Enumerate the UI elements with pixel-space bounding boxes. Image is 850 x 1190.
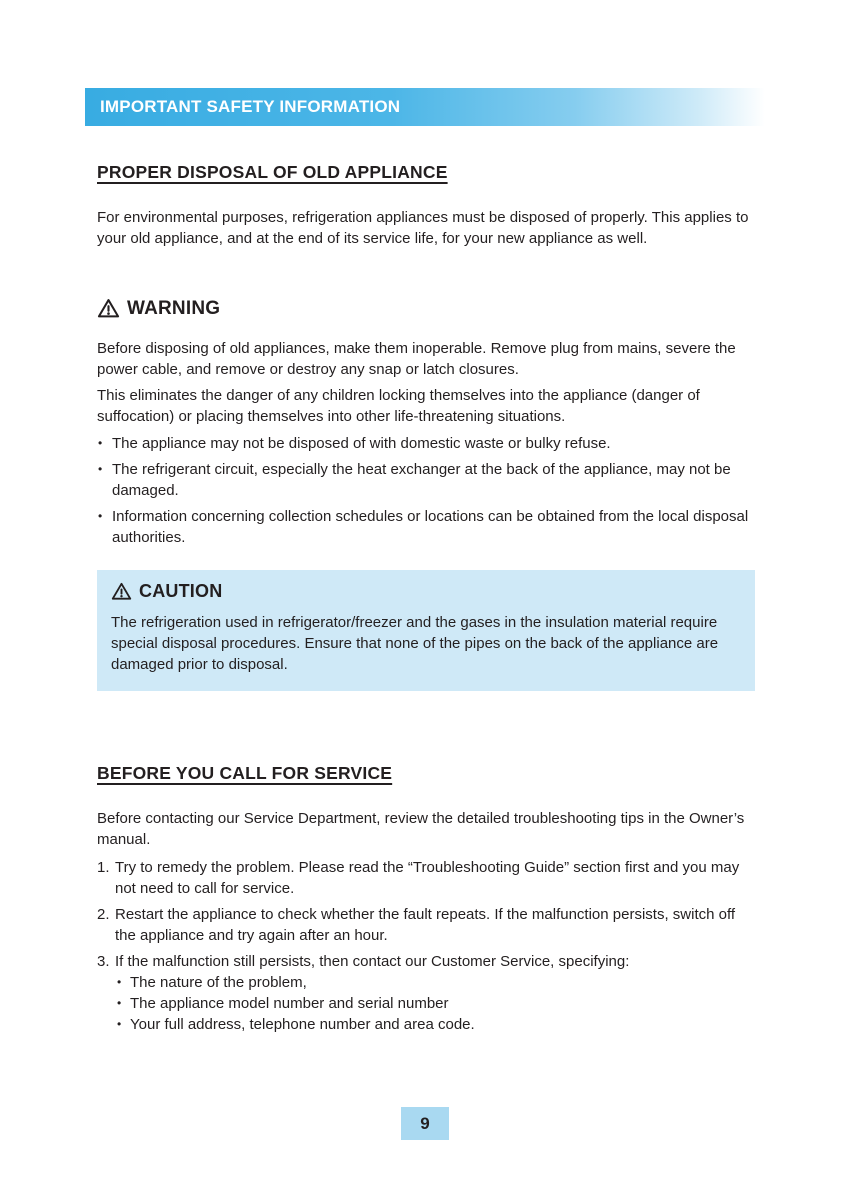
caution-text: The refrigeration used in refrigerator/freezer and the gases in the insulation material require special disposal procedures. Ensure that none of the pipes on the back of the appliance are damaged prior to disposal. (111, 614, 719, 673)
banner-title: IMPORTANT SAFETY INFORMATION (100, 97, 401, 116)
caution-box (97, 570, 755, 691)
caution-icon (111, 581, 132, 602)
step-number: 1. (97, 859, 110, 876)
bullet-item: • The appliance may not be disposed of with domestic waste or bulky refuse. (97, 433, 755, 454)
step-item (97, 857, 755, 899)
step-sub-bullet-list (115, 972, 755, 1035)
step-text: Restart the appliance to check whether the fault repeats. If the malfunction persists, switch off the appliance and try again after an hour. (115, 906, 736, 944)
sub-bullet-item: • The nature of the problem, (117, 972, 755, 993)
warning-label: WARNING (127, 297, 221, 319)
sub-bullet-item: • Your full address, telephone number and area code. (117, 1014, 755, 1035)
caution-label: CAUTION (139, 581, 223, 601)
step-number: 3. (97, 953, 110, 970)
section-banner (85, 88, 765, 126)
warning-paragraph: Before disposing of old appliances, make them inoperable. Remove plug from mains, severe the power cable, and remove or destroy any snap or latch closures. (97, 340, 736, 378)
page-number-badge (401, 1107, 449, 1140)
service-intro: Before contacting our Service Department, review the detailed troubleshooting tips in the Owner’s manual. (97, 810, 745, 848)
warning-icon (97, 297, 120, 320)
step-text: If the malfunction still persists, then contact our Customer Service, specifying: (115, 953, 630, 970)
page-content (97, 162, 755, 1035)
step-item (97, 951, 755, 1035)
disposal-intro: For environmental purposes, refrigeration appliances must be disposed of properly. This applies to your old appliance, and at the end of its service life, for your new appliance as well. (97, 209, 749, 247)
warning-paragraph: This eliminates the danger of any children locking themselves into the appliance (danger of suffocation) or placing themselves into other life-threatening situations. (97, 387, 700, 425)
warning-bullet-list (97, 433, 755, 548)
warning-heading (97, 297, 755, 320)
sub-bullet-item: • The appliance model number and serial number (117, 993, 755, 1014)
service-steps-list (97, 857, 755, 1035)
step-item (97, 904, 755, 946)
disposal-section-title: PROPER DISPOSAL OF OLD APPLIANCE (97, 162, 448, 182)
caution-heading (111, 581, 737, 602)
step-number: 2. (97, 906, 110, 923)
bullet-item: • Information concerning collection schedules or locations can be obtained from the local disposal authorities. (97, 506, 755, 548)
step-text: Try to remedy the problem. Please read the “Troubleshooting Guide” section first and you may not need to call for service. (115, 859, 740, 897)
service-section-title: BEFORE YOU CALL FOR SERVICE (97, 763, 393, 783)
bullet-item: • The refrigerant circuit, especially the heat exchanger at the back of the appliance, may not be damaged. (97, 459, 755, 501)
page-number: 9 (420, 1113, 430, 1133)
